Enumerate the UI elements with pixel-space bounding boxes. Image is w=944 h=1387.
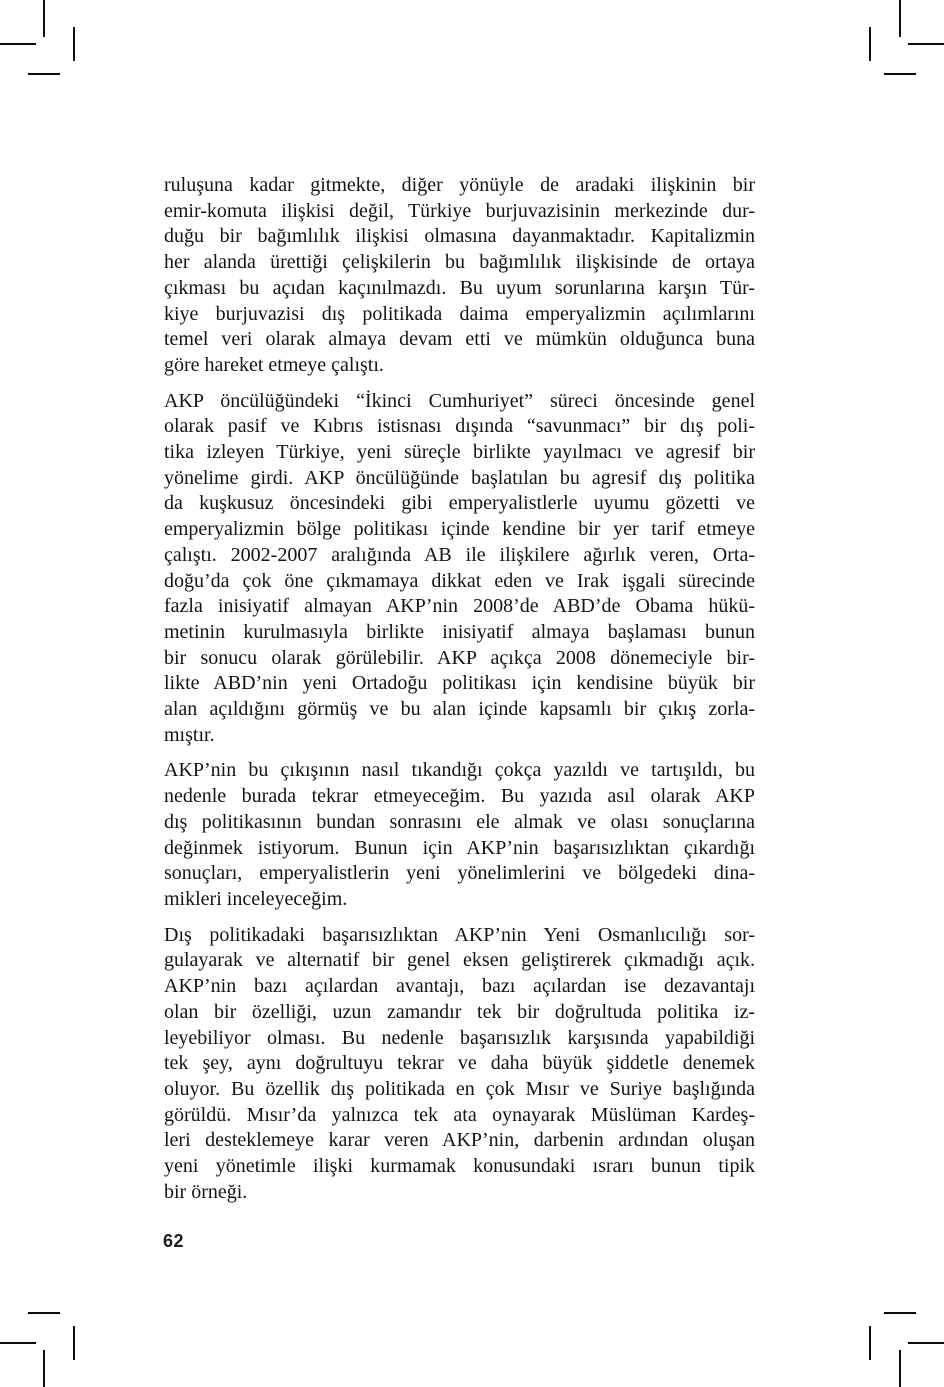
text-line: bir sonucu olarak görülebilir. AKP açıkça 2008 dönemeciyle bir- [164, 646, 755, 669]
text-line: mıştır. [164, 723, 215, 746]
crop-mark-top-left-outer-v [43, 0, 45, 37]
crop-mark-top-left-outer-h [0, 43, 36, 45]
crop-mark-bottom-right-outer-v [899, 1350, 901, 1387]
crop-mark-bottom-left-outer-v [43, 1350, 45, 1387]
text-line: likte ABD’nin yeni Ortadoğu politikası için kendisine büyük bir [164, 672, 755, 695]
text-line: oluyor. Bu özellik dış politikada en çok Mısır ve Suriye başlığında [164, 1077, 755, 1100]
text-line: çıkması bu açıdan kaçınılmazdı. Bu uyum sorunlarına karşın Tür- [164, 276, 755, 299]
text-line: her alanda ürettiği çelişkilerin bu bağımlılık ilişkisinde de ortaya [164, 251, 755, 274]
crop-mark-bottom-right-inner-h [884, 1312, 916, 1314]
text-line: sonuçları, emperyalistlerin yeni yönelimlerini ve bölgedeki dina- [164, 862, 755, 885]
text-line: nedenle burada tekrar etmeyeceğim. Bu yazıda asıl olarak AKP [164, 785, 755, 808]
text-line: metinin kurulmasıyla birlikte inisiyatif almaya başlaması bunun [164, 620, 755, 643]
paragraph [164, 758, 755, 912]
text-line: göre hareket etmeye çalıştı. [164, 353, 384, 376]
text-line: AKP öncülüğündeki “İkinci Cumhuriyet” süreci öncesinde genel [164, 389, 755, 412]
crop-mark-top-right-outer-v [899, 0, 901, 37]
text-line: dış politikasının bundan sonrasını ele almak ve olası sonuçlarına [164, 810, 755, 833]
text-line: temel veri olarak almaya devam etti ve mümkün olduğunca buna [164, 328, 755, 351]
text-line: AKP’nin bu çıkışının nasıl tıkandığı çokça yazıldı ve tartışıldı, bu [164, 759, 755, 782]
paragraph [164, 923, 755, 1206]
crop-mark-top-left-inner-v [73, 27, 75, 61]
text-line: yönelime girdi. AKP öncülüğünde başlatılan bu agresif dış politika [164, 466, 755, 489]
text-line: leri desteklemeye karar veren AKP’nin, darbenin ardından oluşan [164, 1129, 755, 1152]
text-line: çalıştı. 2002-2007 aralığında AB ile ilişkilere ağırlık veren, Orta- [164, 543, 755, 566]
text-line: bir örneği. [164, 1180, 248, 1203]
crop-mark-bottom-left-inner-h [28, 1312, 60, 1314]
crop-mark-bottom-left-outer-h [0, 1342, 36, 1344]
page-number: 62 [163, 1231, 185, 1251]
text-line: tika izleyen Türkiye, yeni süreçle birlikte yayılmacı ve agresif bir [164, 441, 755, 464]
text-line: görüldü. Mısır’da yalnızca tek ata oynayarak Müslüman Kardeş- [164, 1103, 755, 1126]
text-line: gulayarak ve alternatif bir genel eksen geliştirerek çıkmadığı açık. [164, 949, 755, 972]
crop-mark-top-right-inner-h [884, 73, 916, 75]
crop-mark-bottom-right-inner-v [869, 1326, 871, 1360]
text-line: kiye burjuvazisi dış politikada daima emperyalizmin açılımlarını [164, 302, 755, 325]
text-line: emir-komuta ilişkisi değil, Türkiye burjuvazisinin merkezinde dur- [164, 199, 755, 222]
text-line: tek şey, aynı doğrultuyu tekrar ve daha büyük şiddetle denemek [164, 1052, 755, 1075]
crop-mark-bottom-left-inner-v [73, 1326, 75, 1360]
text-line: alan açıldığını görmüş ve bu alan içinde kapsamlı bir çıkış zorla- [164, 698, 755, 721]
text-line: fazla inisiyatif almayan AKP’nin 2008’de ABD’de Obama hükü- [164, 595, 755, 618]
text-line: olan bir özelliği, uzun zamandır tek bir doğrultuda politika iz- [164, 1000, 755, 1023]
text-line: leyebiliyor olması. Bu nedenle başarısızlık karşısında yapabildiği [164, 1026, 755, 1049]
text-line: yeni yönetimle ilişki kurmamak konusundaki ısrarı bunun tipik [164, 1155, 755, 1178]
text-line: AKP’nin bazı açılardan avantajı, bazı açılardan ise dezavantajı [164, 975, 755, 998]
crop-mark-bottom-right-outer-h [908, 1342, 944, 1344]
text-line: duğu bir bağımlılık ilişkisi olmasına dayanmaktadır. Kapitalizmin [164, 225, 755, 248]
text-line: Dış politikadaki başarısızlıktan AKP’nin Yeni Osmanlıcılığı sor- [164, 923, 755, 946]
crop-mark-top-left-inner-h [28, 73, 60, 75]
text-line: emperyalizmin bölge politikası içinde kendine bir yer tarif etmeye [164, 518, 755, 541]
crop-mark-top-right-outer-h [908, 43, 944, 45]
text-line: olarak pasif ve Kıbrıs istisnası dışında “savunmacı” bir dış poli- [164, 415, 755, 438]
text-line: ruluşuna kadar gitmekte, diğer yönüyle de aradaki ilişkinin bir [164, 174, 755, 196]
page-text-block [164, 173, 755, 1215]
text-line: değinmek istiyorum. Bunun için AKP’nin başarısızlıktan çıkardığı [164, 836, 755, 859]
paragraph [164, 389, 755, 749]
text-line: doğu’da çok öne çıkmamaya dikkat eden ve Irak işgali sürecinde [164, 569, 755, 592]
crop-mark-top-right-inner-v [869, 27, 871, 61]
text-line: mikleri inceleyeceğim. [164, 887, 348, 910]
text-line: da kuşkusuz öncesindeki gibi emperyalistlerle uyumu gözetti ve [164, 492, 755, 515]
paragraph [164, 173, 755, 379]
